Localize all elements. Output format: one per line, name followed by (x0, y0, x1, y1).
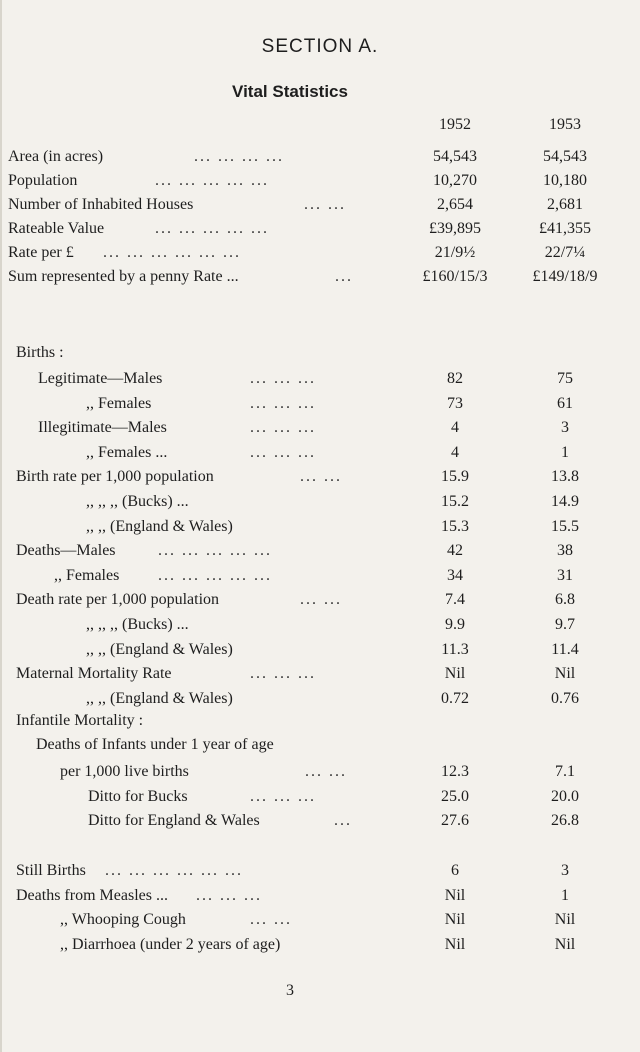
stat-row (0, 468, 640, 492)
stat-row (0, 665, 640, 689)
value-1952: 0.72 (441, 689, 469, 707)
value-1952: 7.4 (445, 591, 465, 609)
value-1952: £39,895 (429, 220, 481, 237)
value-1953: 26.8 (551, 812, 579, 829)
value-1952: 15.9 (441, 468, 469, 486)
value-1953: Nil (554, 911, 576, 928)
stat-row (0, 518, 640, 542)
dot-leader: ... ... ... ... ... (155, 172, 269, 189)
dot-leader: ... ... ... ... ... ... (103, 244, 241, 261)
dot-leader: ... ... (250, 911, 292, 928)
dot-leader: ... ... (300, 468, 342, 486)
stat-label: Deaths—Males (16, 542, 116, 560)
stat-row (0, 911, 640, 935)
stat-label: ,, ,, (England & Wales) (86, 689, 233, 707)
stat-label: Area (in acres) (8, 148, 104, 165)
stat-label: ,, Diarrhoea (under 2 years of age) (60, 935, 281, 953)
value-1953: 38 (557, 542, 573, 560)
value-1952: Nil (444, 911, 466, 928)
dot-leader: ... ... (300, 591, 342, 609)
value-1952: 10,270 (433, 172, 477, 189)
value-1953: 15.5 (551, 517, 579, 535)
stat-row (0, 887, 640, 911)
value-1952: Nil (444, 886, 466, 904)
stat-row (0, 220, 640, 244)
value-1953: 3 (561, 419, 569, 437)
dot-leader: ... ... ... (250, 787, 316, 805)
value-1953: 31 (557, 566, 573, 584)
stat-label: Population (8, 172, 78, 189)
stat-row (0, 788, 640, 812)
section-title: SECTION A. (261, 36, 379, 57)
value-1953: 75 (557, 370, 573, 387)
stat-row (0, 936, 640, 960)
stat-label: ,, ,, (England & Wales) (86, 640, 233, 658)
stat-label: Ditto for England & Wales (88, 812, 260, 829)
value-1953: 1 (561, 886, 569, 904)
value-1952: 42 (447, 542, 463, 560)
year-1952-header: 1952 (439, 116, 471, 133)
value-1953: 3 (561, 862, 569, 879)
dot-leader: ... (335, 268, 353, 285)
stat-row (0, 567, 640, 591)
dot-leader: ... ... ... ... (194, 148, 284, 165)
dot-leader: ... ... ... (250, 370, 316, 387)
stat-row (0, 763, 640, 787)
stat-row (0, 591, 640, 615)
stat-label: Number of Inhabited Houses (8, 196, 194, 213)
stat-label: ,, ,, (England & Wales) (86, 517, 233, 535)
stat-row (0, 244, 640, 268)
stat-label: ,, Whooping Cough (60, 911, 186, 928)
dot-leader: ... ... ... (250, 394, 316, 412)
value-1952: Nil (444, 935, 466, 953)
dot-leader: ... ... ... (196, 886, 262, 904)
stat-row (0, 542, 640, 566)
value-1953: 13.8 (551, 468, 579, 486)
stat-label: Still Births (16, 862, 86, 879)
dot-leader: ... ... ... ... ... (155, 220, 269, 237)
value-1952: 15.2 (441, 493, 469, 510)
stat-row (0, 395, 640, 419)
value-1953: Nil (554, 665, 576, 683)
value-1953: 20.0 (551, 787, 579, 805)
vital-statistics-title: Vital Statistics (232, 82, 348, 101)
stat-label: Rateable Value (8, 220, 105, 237)
value-1952: 2,654 (437, 196, 473, 213)
value-1953: 10,180 (543, 172, 587, 189)
stat-label: Rate per £ (8, 244, 74, 261)
stat-label: Birth rate per 1,000 population (16, 468, 214, 486)
value-1952: 27.6 (441, 812, 469, 829)
stat-label: Sum represented by a penny Rate ... (8, 268, 239, 285)
page-number: 3 (286, 982, 294, 999)
stat-row (0, 419, 640, 443)
value-1952: 15.3 (441, 517, 469, 535)
dot-leader: ... ... ... ... ... (158, 566, 272, 584)
infantile-subheading: Deaths of Infants under 1 year of age (36, 736, 274, 753)
value-1953: 11.4 (551, 640, 579, 658)
dot-leader: ... (334, 812, 352, 829)
births-heading: Births : (16, 344, 64, 361)
value-1953: £149/18/9 (532, 268, 598, 285)
value-1952: 73 (447, 394, 463, 412)
stat-label: ,, Females ... (86, 443, 168, 461)
value-1953: 54,543 (543, 148, 587, 165)
value-1952: 12.3 (441, 763, 469, 780)
stat-row (0, 690, 640, 714)
value-1952: 34 (447, 566, 463, 584)
stat-row (0, 493, 640, 517)
dot-leader: ... ... (304, 196, 346, 213)
value-1953: 6.8 (555, 591, 575, 609)
stat-label: Deaths from Measles ... (16, 886, 168, 904)
value-1952: 54,543 (433, 148, 477, 165)
stat-row (0, 812, 640, 836)
value-1953: 22/7¼ (544, 244, 586, 261)
stat-label: Maternal Mortality Rate (16, 665, 172, 683)
value-1952: 82 (447, 370, 463, 387)
value-1952: 21/9½ (434, 244, 476, 261)
stat-row (0, 616, 640, 640)
stat-row (0, 268, 640, 292)
stat-label: Illegitimate—Males (38, 419, 167, 437)
value-1953: 9.7 (555, 616, 575, 633)
value-1953: 2,681 (547, 196, 583, 213)
stat-label: Legitimate—Males (38, 370, 163, 387)
stat-label: ,, Females (54, 566, 120, 584)
value-1952: 4 (451, 419, 459, 437)
stat-row (0, 148, 640, 172)
stat-label: ,, Females (86, 394, 152, 412)
value-1953: 1 (561, 443, 569, 461)
stat-label: Death rate per 1,000 population (16, 591, 220, 609)
value-1952: 25.0 (441, 787, 469, 805)
stat-row (0, 370, 640, 394)
dot-leader: ... ... ... ... ... (158, 542, 272, 560)
stat-label: ,, ,, ,, (Bucks) ... (86, 616, 189, 633)
value-1953: 61 (557, 394, 573, 412)
dot-leader: ... ... (305, 763, 347, 780)
stat-label: Ditto for Bucks (88, 787, 188, 805)
dot-leader: ... ... ... (250, 665, 316, 683)
value-1953: 14.9 (551, 493, 579, 510)
stat-row (0, 862, 640, 886)
value-1952: 4 (451, 443, 459, 461)
value-1952: Nil (444, 665, 466, 683)
dot-leader: ... ... ... ... ... ... (105, 862, 243, 879)
stat-label: per 1,000 live births (60, 763, 189, 780)
stat-row (0, 196, 640, 220)
value-1953: Nil (554, 935, 576, 953)
dot-leader: ... ... ... (250, 443, 316, 461)
value-1953: 0.76 (551, 689, 579, 707)
year-1953-header: 1953 (549, 116, 581, 133)
value-1953: £41,355 (539, 220, 591, 237)
value-1952: £160/15/3 (422, 268, 488, 285)
value-1953: 7.1 (555, 763, 575, 780)
stat-row (0, 172, 640, 196)
stat-label: ,, ,, ,, (Bucks) ... (86, 493, 189, 510)
value-1952: 11.3 (441, 640, 469, 658)
stat-row (0, 641, 640, 665)
value-1952: 9.9 (445, 616, 465, 633)
value-1952: 6 (451, 862, 459, 879)
stat-row (0, 444, 640, 468)
infantile-heading: Infantile Mortality : (16, 712, 144, 729)
dot-leader: ... ... ... (250, 419, 316, 437)
